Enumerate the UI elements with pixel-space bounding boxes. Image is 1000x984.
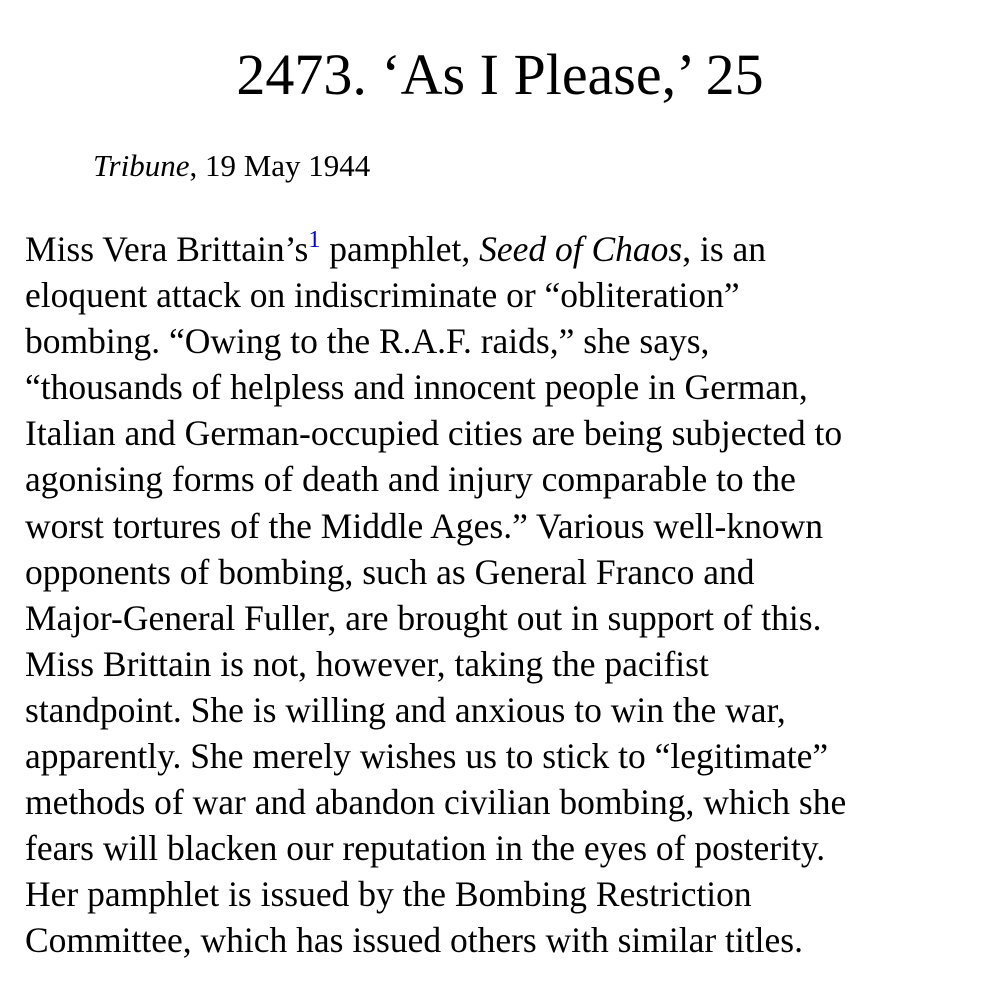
page-title: 2473. ‘As I Please,’ 25 bbox=[236, 42, 764, 107]
body-line: agonising forms of death and injury comparable to the bbox=[25, 459, 796, 500]
footnote-link[interactable]: 1 bbox=[308, 227, 321, 253]
body-line: Major-General Fuller, are brought out in support of this. bbox=[25, 597, 822, 638]
body-line: eloquent attack on indiscriminate or “obliteration” bbox=[25, 275, 740, 316]
body-text: pamphlet, bbox=[320, 229, 480, 269]
body-line: “thousands of helpless and innocent people in German, bbox=[25, 367, 808, 408]
body-line: worst tortures of the Middle Ages.” Various well-known bbox=[25, 505, 823, 546]
body-line: apparently. She merely wishes us to stick to “legitimate” bbox=[25, 736, 829, 777]
body-line: Miss Brittain is not, however, taking the pacifist bbox=[25, 643, 709, 684]
body-text: , is an bbox=[682, 229, 767, 269]
body-line: Committee, which has issued others with similar titles. bbox=[25, 920, 803, 961]
pamphlet-title: Seed of Chaos bbox=[479, 229, 683, 269]
dateline bbox=[93, 146, 370, 186]
article-body bbox=[25, 226, 985, 964]
body-line: opponents of bombing, such as General Franco and bbox=[25, 551, 755, 592]
body-line: fears will blacken our reputation in the eyes of posterity. bbox=[25, 828, 826, 869]
body-line: Her pamphlet is issued by the Bombing Restriction bbox=[25, 874, 752, 915]
body-line: bombing. “Owing to the R.A.F. raids,” she says, bbox=[25, 321, 710, 362]
body-text-start: Miss Vera Brittain’s bbox=[25, 229, 309, 269]
body-line: methods of war and abandon civilian bombing, which she bbox=[25, 782, 847, 823]
body-line: standpoint. She is willing and anxious to win the war, bbox=[25, 689, 786, 730]
publication-date: , 19 May 1944 bbox=[189, 148, 371, 183]
body-line: Italian and German-occupied cities are being subjected to bbox=[25, 413, 843, 454]
body-line-1 bbox=[25, 226, 985, 272]
publication-name: Tribune bbox=[93, 148, 190, 183]
